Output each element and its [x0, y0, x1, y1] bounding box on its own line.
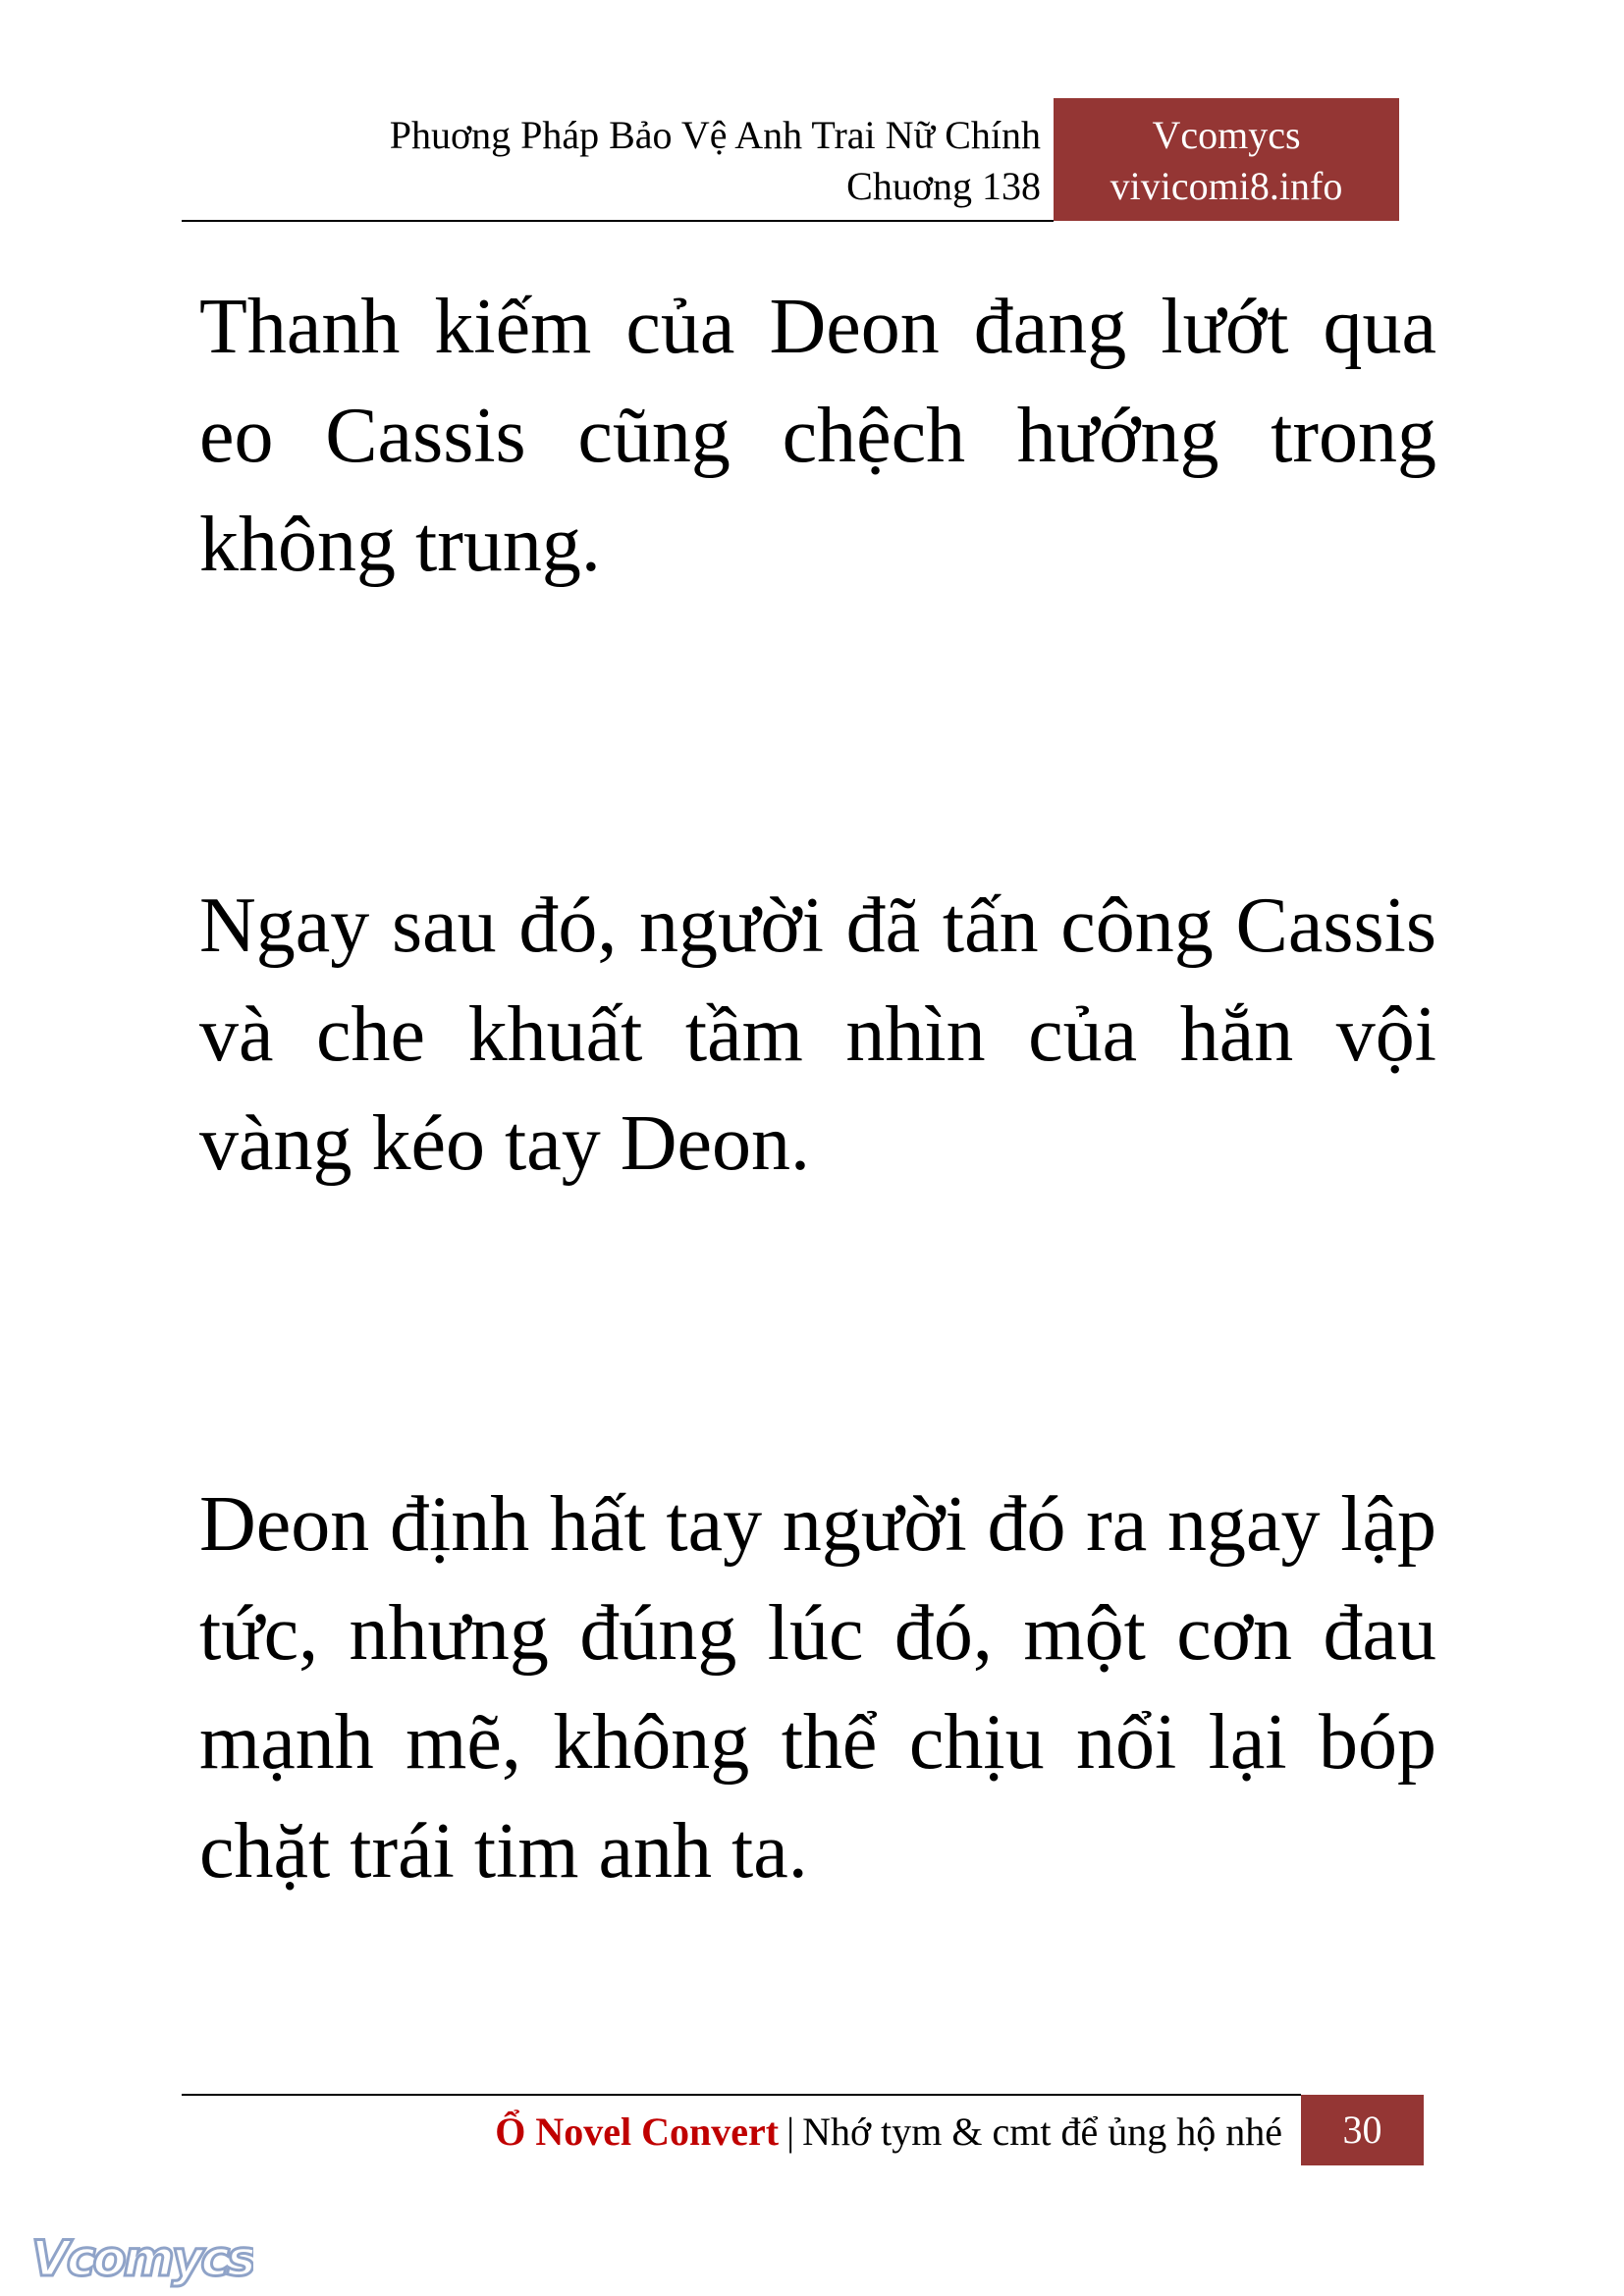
page-number: 30	[1301, 2095, 1424, 2165]
header-divider	[182, 220, 1054, 222]
footer-message: Nhớ tym & cmt để ủng hộ nhé	[802, 2109, 1282, 2154]
site-url: vivicomi8.info	[1110, 164, 1343, 208]
page-footer	[495, 2103, 1282, 2162]
site-badge	[1054, 98, 1399, 221]
footer-brand: Ổ Novel Convert	[495, 2109, 780, 2154]
paragraph: Ngay sau đó, người đã tấn công Cassis và che khuất tầm nhìn của hắn vội vàng kéo tay Deon.	[199, 882, 1436, 1187]
svg-text:Vcomycs: Vcomycs	[31, 2230, 253, 2287]
page-header	[182, 98, 1399, 221]
book-title: Phuơng Pháp Bảo Vệ Anh Trai Nữ Chính	[389, 113, 1041, 157]
paragraph: Deon định hất tay người đó ra ngay lập tức, nhưng đúng lúc đó, một cơn đau mạnh mẽ, không thể chịu nổi lại bóp chặt trái tim anh ta.	[199, 1481, 1436, 1895]
header-title-block	[390, 110, 1041, 212]
footer-separator: |	[786, 2109, 795, 2154]
chapter-content	[199, 273, 1436, 2178]
chapter-label: Chuơng 138	[846, 164, 1041, 208]
footer-divider	[182, 2094, 1301, 2096]
paragraph: Thanh kiếm của Deon đang lướt qua eo Cassis cũng chệch hướng trong không trung.	[199, 284, 1436, 588]
site-name: Vcomycs	[1152, 113, 1301, 157]
watermark-logo	[27, 2226, 253, 2294]
vcomycs-logo-icon	[27, 2226, 253, 2289]
